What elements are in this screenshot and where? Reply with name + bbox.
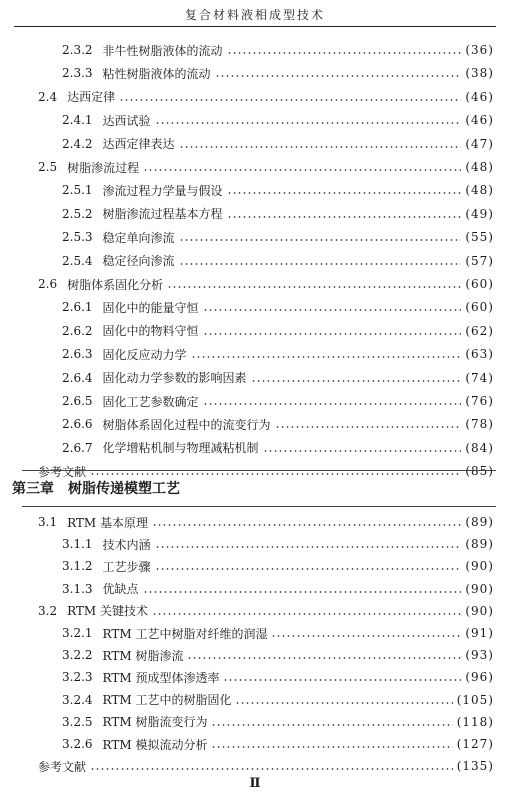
dot-leader — [119, 99, 461, 101]
dot-leader — [203, 403, 462, 405]
toc-entry[interactable] — [0, 251, 510, 271]
page-number: Ⅱ — [249, 776, 261, 791]
toc-entry-number: 2.5.2 — [62, 206, 93, 221]
toc-entry-title: 渗流过程力学量与假设 — [102, 183, 223, 198]
toc-entry-title: 稳定单向渗流 — [102, 230, 175, 245]
toc-entry-number: 3.1 — [38, 515, 58, 529]
toc-entry-page: (46) — [465, 113, 494, 128]
toc-entry-number: 2.4 — [38, 89, 58, 104]
toc-entry-page: (84) — [465, 440, 494, 455]
toc-entry[interactable] — [0, 579, 510, 599]
toc-entry-title: RTM 工艺中的树脂固化 — [102, 693, 232, 708]
dot-leader — [143, 591, 462, 593]
toc-entry-page: (57) — [465, 253, 494, 268]
dot-leader — [263, 450, 462, 452]
toc-entry-title: RTM 树脂渗流 — [102, 648, 184, 663]
toc-entry-page: (127) — [456, 737, 494, 751]
toc-entry[interactable] — [0, 157, 510, 177]
toc-entry-title: 固化动力学参数的影响因素 — [102, 371, 247, 386]
toc-entry-title: 达西定律 — [67, 90, 116, 105]
toc-entry[interactable] — [0, 667, 510, 687]
toc-entry-number: 3.1.2 — [62, 559, 93, 574]
toc-entry-number: 2.5.1 — [62, 183, 93, 198]
toc-entry-number: 3.2 — [38, 603, 58, 618]
dot-leader — [155, 122, 462, 124]
toc-entry-page: (49) — [465, 206, 494, 221]
dot-leader — [187, 657, 461, 659]
toc-entry-number: 3.2.5 — [62, 714, 93, 729]
toc-entry-number: 3.2.6 — [62, 737, 93, 751]
header-rule — [14, 26, 496, 27]
toc-entry-title: 达西试验 — [102, 113, 151, 128]
toc-entry[interactable] — [0, 623, 510, 643]
toc-entry-number: 2.6 — [38, 277, 58, 291]
toc-entry[interactable] — [0, 601, 510, 621]
toc-entry-page: (91) — [465, 626, 494, 640]
dot-leader — [167, 286, 461, 288]
toc-entry-title: 固化工艺参数确定 — [102, 394, 199, 409]
toc-entry-page: (62) — [465, 323, 494, 338]
toc-entry-number: 3.1.1 — [62, 537, 93, 552]
toc-entry-title: 固化反应动力学 — [102, 347, 187, 362]
dot-leader — [251, 380, 462, 382]
dot-leader — [203, 333, 462, 335]
dot-leader — [211, 746, 452, 748]
toc-entry-title: 树脂渗流过程基本方程 — [102, 207, 223, 222]
toc-entry-title: 树脂体系固化过程中的流变行为 — [102, 417, 271, 432]
toc-entry[interactable] — [0, 40, 510, 60]
toc-entry-page: (60) — [465, 277, 494, 291]
toc-entry-number: 2.5.3 — [62, 230, 93, 245]
toc-entry-page: (85) — [465, 464, 494, 479]
toc-entry-title: 稳定径向渗流 — [102, 254, 175, 269]
toc-entry-number: 3.2.4 — [62, 692, 93, 707]
dot-leader — [179, 146, 462, 148]
toc-entry-page: (74) — [465, 370, 494, 385]
dot-leader — [223, 679, 461, 681]
toc-entry-number: 2.6.1 — [62, 300, 93, 315]
toc-entry-title: RTM 基本原理 — [67, 515, 149, 530]
toc-entry-title: 优缺点 — [102, 582, 139, 597]
toc-entry-page: (93) — [465, 648, 494, 663]
toc-references-entry[interactable] — [0, 756, 510, 776]
chapter-rule-top — [22, 470, 496, 471]
toc-entry[interactable] — [0, 321, 510, 341]
dot-leader — [143, 169, 461, 171]
toc-entry-number: 2.6.2 — [62, 323, 93, 338]
dot-leader — [227, 192, 462, 194]
toc-entry[interactable] — [0, 414, 510, 434]
toc-entry-page: (36) — [465, 43, 494, 57]
toc-entry[interactable] — [0, 87, 510, 107]
dot-leader — [271, 635, 461, 637]
toc-entry-title: 粘性树脂液体的流动 — [102, 66, 211, 81]
toc-entry-title: 固化中的物料守恒 — [102, 324, 199, 339]
toc-entry-page: (47) — [465, 136, 494, 151]
toc-entry-page: (89) — [465, 537, 494, 552]
toc-entry[interactable] — [0, 63, 510, 83]
toc-entry-title: 工艺步骤 — [102, 559, 151, 574]
toc-entry-page: (55) — [465, 230, 494, 245]
toc-entry-number: 2.6.5 — [62, 394, 93, 408]
toc-entry-title: RTM 模拟流动分析 — [102, 737, 208, 752]
dot-leader — [152, 524, 461, 526]
chapter-rule-bottom — [22, 506, 496, 507]
dot-leader — [191, 356, 462, 358]
toc-entry-page: (135) — [456, 759, 494, 774]
toc-entry-title: 参考文献 — [38, 464, 87, 479]
dot-leader — [235, 702, 452, 704]
toc-entry-page: (90) — [465, 581, 494, 596]
toc-entry-page: (48) — [465, 183, 494, 198]
toc-entry-title: 树脂体系固化分析 — [67, 277, 164, 292]
toc-entry[interactable] — [0, 391, 510, 411]
toc-entry-page: (60) — [465, 300, 494, 315]
toc-entry[interactable] — [0, 690, 510, 710]
toc-entry-title: 参考文献 — [38, 759, 87, 774]
toc-entry[interactable] — [0, 344, 510, 364]
toc-entry[interactable] — [0, 734, 510, 754]
dot-leader — [90, 473, 461, 475]
toc-entry[interactable] — [0, 534, 510, 554]
toc-entry-page: (38) — [465, 66, 494, 81]
dot-leader — [90, 768, 453, 770]
toc-entry[interactable] — [0, 645, 510, 665]
toc-entry-title: RTM 关键技术 — [67, 604, 149, 619]
toc-entry-title: 化学增粘机制与物理减粘机制 — [102, 441, 259, 456]
toc-entry-title: 达西定律表达 — [102, 137, 175, 152]
toc-entry-page: (78) — [465, 417, 494, 432]
toc-entry-number: 2.6.3 — [62, 347, 93, 362]
dot-leader — [227, 52, 462, 54]
toc-entry[interactable] — [0, 134, 510, 154]
toc-entry[interactable] — [0, 110, 510, 130]
toc-entry-title: 固化中的能量守恒 — [102, 300, 199, 315]
toc-entry-number: 2.3.2 — [62, 43, 93, 57]
toc-entry-title: 树脂渗流过程 — [67, 160, 140, 175]
toc-entry[interactable] — [0, 274, 510, 294]
toc-entry-number: 2.4.2 — [62, 136, 93, 151]
toc-entry[interactable] — [0, 297, 510, 317]
dot-leader — [211, 724, 452, 726]
dot-leader — [155, 568, 462, 570]
toc-entry-page: (76) — [465, 394, 494, 408]
toc-entry-title: 非牛性树脂液体的流动 — [102, 43, 223, 58]
toc-entry-page: (89) — [465, 515, 494, 529]
toc-entry[interactable] — [0, 512, 510, 532]
toc-entry-page: (90) — [465, 603, 494, 618]
toc-entry-title: RTM 树脂流变行为 — [102, 715, 208, 730]
dot-leader — [179, 263, 462, 265]
toc-entry[interactable] — [0, 438, 510, 458]
toc-entry[interactable] — [0, 204, 510, 224]
toc-entry-number: 3.2.3 — [62, 670, 93, 685]
toc-entry-page: (46) — [465, 89, 494, 104]
toc-entry-number: 3.1.3 — [62, 581, 93, 596]
chapter-label: 第三章 — [12, 481, 54, 497]
chapter-heading — [12, 478, 180, 498]
toc-entry[interactable] — [0, 368, 510, 388]
toc-entry-page: (48) — [465, 160, 494, 174]
toc-entry-number: 3.2.1 — [62, 626, 93, 640]
running-header: 复合材料液相成型技术 — [184, 8, 325, 22]
dot-leader — [227, 216, 462, 218]
toc-entry-number: 3.2.2 — [62, 648, 93, 663]
toc-entry-number: 2.6.7 — [62, 440, 93, 455]
dot-leader — [215, 75, 462, 77]
toc-entry-number: 2.6.6 — [62, 417, 93, 432]
toc-entry-number: 2.5.4 — [62, 253, 93, 268]
toc-entry-number: 2.6.4 — [62, 370, 93, 385]
toc-entry-page: (90) — [465, 559, 494, 574]
toc-entry[interactable] — [0, 556, 510, 576]
dot-leader — [203, 309, 462, 311]
toc-entry-title: RTM 预成型体渗透率 — [102, 670, 220, 685]
toc-entry-title: 技术内涵 — [102, 537, 151, 552]
toc-entry-page: (96) — [465, 670, 494, 685]
chapter-title: 树脂传递模塑工艺 — [68, 481, 180, 497]
dot-leader — [152, 613, 461, 615]
toc-entry-title: RTM 工艺中树脂对纤维的润湿 — [102, 626, 268, 641]
toc-entry[interactable] — [0, 712, 510, 732]
toc-entry-page: (63) — [465, 347, 494, 362]
toc-entry-number: 2.3.3 — [62, 66, 93, 81]
dot-leader — [179, 239, 462, 241]
toc-entry-page: (105) — [456, 692, 494, 707]
toc-entry[interactable] — [0, 227, 510, 247]
dot-leader — [275, 426, 462, 428]
toc-entry-page: (118) — [456, 714, 494, 729]
dot-leader — [155, 546, 462, 548]
toc-entry[interactable] — [0, 180, 510, 200]
toc-entry-number: 2.5 — [38, 160, 58, 174]
toc-entry-number: 2.4.1 — [62, 113, 93, 128]
